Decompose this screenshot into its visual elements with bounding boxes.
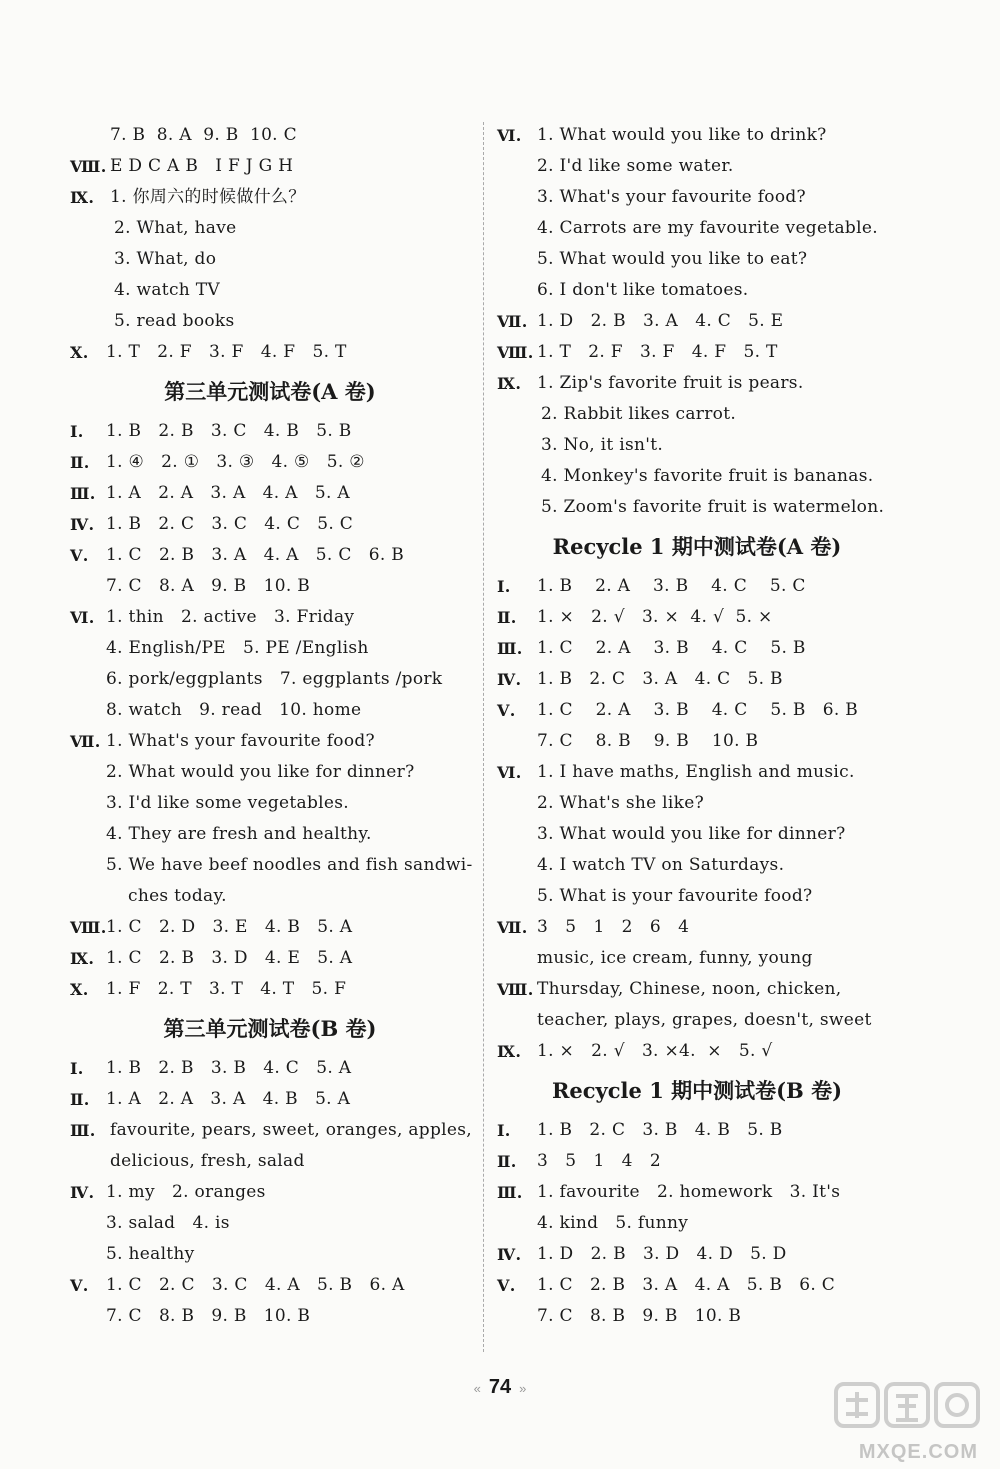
answer-text: 1. × 2. √ 3. × 4. √ 5. × bbox=[537, 607, 773, 627]
answer-text: 1. my 2. oranges bbox=[106, 1182, 266, 1202]
question-number: Ⅷ. bbox=[70, 918, 107, 937]
section-title: 第三单元测试卷(A 卷) bbox=[164, 379, 376, 404]
answer-line bbox=[70, 447, 470, 478]
question-number: Ⅳ. bbox=[497, 670, 522, 689]
question-number: Ⅲ. bbox=[70, 484, 96, 503]
column-divider bbox=[483, 122, 484, 1352]
answer-text: 1. A 2. A 3. A 4. B 5. A bbox=[106, 1089, 351, 1109]
answer-line bbox=[70, 974, 470, 1005]
answer-line bbox=[70, 306, 470, 337]
question-number: Ⅹ. bbox=[70, 980, 89, 999]
answer-line bbox=[70, 912, 470, 943]
watermark-stamp-icon bbox=[832, 1380, 982, 1440]
answer-text: Thursday, Chinese, noon, chicken, bbox=[537, 979, 842, 999]
answer-line bbox=[497, 1146, 897, 1177]
answer-line bbox=[497, 664, 897, 695]
answer-text: 5. What would you like to eat? bbox=[537, 249, 808, 269]
question-number: Ⅵ. bbox=[70, 608, 95, 627]
answer-line bbox=[497, 633, 897, 664]
answer-text: E D C A B I F J G H bbox=[110, 156, 294, 176]
answer-text: delicious, fresh, salad bbox=[110, 1151, 305, 1171]
answer-text: 1. 你周六的时候做什么？ bbox=[110, 187, 306, 207]
answer-text: 2. Rabbit likes carrot. bbox=[541, 404, 737, 424]
watermark-logo bbox=[832, 1380, 982, 1466]
answer-text: 7. C 8. A 9. B 10. B bbox=[106, 576, 311, 596]
section-title: Recycle 1 期中测试卷(A 卷) bbox=[552, 534, 842, 559]
question-number: Ⅳ. bbox=[70, 515, 95, 534]
answer-line bbox=[497, 337, 897, 368]
answer-line bbox=[497, 1115, 897, 1146]
question-number: Ⅰ. bbox=[70, 1059, 84, 1078]
question-number: Ⅷ. bbox=[497, 980, 534, 999]
answer-line bbox=[497, 788, 897, 819]
question-number: Ⅱ. bbox=[497, 1152, 517, 1171]
question-number: Ⅵ. bbox=[497, 126, 522, 145]
answer-line bbox=[497, 881, 897, 912]
answer-line bbox=[497, 213, 897, 244]
question-number: Ⅳ. bbox=[70, 1183, 95, 1202]
answer-line bbox=[70, 757, 470, 788]
answer-text: 4. kind 5. funny bbox=[537, 1213, 689, 1233]
answer-text: 1. D 2. B 3. D 4. D 5. D bbox=[537, 1244, 787, 1264]
page-number-text: 74 bbox=[488, 1376, 512, 1398]
answer-line bbox=[70, 1208, 470, 1239]
answer-text: 4. watch TV bbox=[114, 280, 220, 300]
answer-text: 7. C 8. B 9. B 10. B bbox=[537, 1306, 742, 1326]
answer-line bbox=[70, 275, 470, 306]
section-title: Recycle 1 期中测试卷(B 卷) bbox=[551, 1078, 843, 1103]
answer-line bbox=[497, 368, 897, 399]
question-number: Ⅲ. bbox=[497, 1183, 523, 1202]
answer-text: 1. C 2. B 3. D 4. E 5. A bbox=[106, 948, 353, 968]
question-number: Ⅴ. bbox=[497, 701, 516, 720]
answer-line bbox=[70, 943, 470, 974]
answer-text: 1. C 2. C 3. C 4. A 5. B 6. A bbox=[106, 1275, 405, 1295]
question-number: Ⅲ. bbox=[70, 1121, 96, 1140]
answer-line bbox=[70, 788, 470, 819]
question-number: Ⅰ. bbox=[497, 1121, 511, 1140]
answer-text: 1. I have maths, English and music. bbox=[537, 762, 855, 782]
answer-text: 1. B 2. C 3. C 4. C 5. C bbox=[106, 514, 354, 534]
question-number: Ⅶ. bbox=[497, 918, 528, 937]
answer-text: 1. What would you like to drink? bbox=[537, 125, 827, 145]
answer-text: 5. Zoom's favorite fruit is watermelon. bbox=[541, 497, 885, 517]
answer-text: 3. What would you like for dinner? bbox=[537, 824, 846, 844]
question-number: Ⅸ. bbox=[70, 188, 95, 207]
answer-line bbox=[70, 664, 470, 695]
page-ornament-left: « bbox=[473, 1381, 481, 1396]
answer-line bbox=[497, 726, 897, 757]
answer-line bbox=[70, 1146, 470, 1177]
answer-line bbox=[497, 602, 897, 633]
answer-text: 2. What would you like for dinner? bbox=[106, 762, 415, 782]
answer-line bbox=[70, 726, 470, 757]
answer-line bbox=[70, 540, 470, 571]
question-number: Ⅷ. bbox=[497, 343, 534, 362]
answer-text: 1. What's your favourite food? bbox=[106, 731, 375, 751]
answer-line bbox=[497, 1177, 897, 1208]
question-number: Ⅷ. bbox=[70, 157, 107, 176]
answer-line bbox=[497, 819, 897, 850]
question-number: Ⅵ. bbox=[497, 763, 522, 782]
answer-line bbox=[497, 943, 897, 974]
answer-text: 1. C 2. A 3. B 4. C 5. B 6. B bbox=[537, 700, 859, 720]
answer-line bbox=[70, 151, 470, 182]
answer-text: 1. B 2. C 3. A 4. C 5. B bbox=[537, 669, 783, 689]
answer-line bbox=[70, 881, 470, 912]
question-number: Ⅴ. bbox=[70, 1276, 89, 1295]
answer-text: 2. I'd like some water. bbox=[537, 156, 734, 176]
answer-line bbox=[70, 1239, 470, 1270]
answer-text: 1. C 2. B 3. A 4. A 5. C 6. B bbox=[106, 545, 405, 565]
answer-line bbox=[497, 244, 897, 275]
answer-text: 3. What, do bbox=[114, 249, 217, 269]
answer-text: 1. ④ 2. ① 3. ③ 4. ⑤ 5. ② bbox=[106, 452, 365, 472]
answer-line bbox=[497, 757, 897, 788]
answer-line bbox=[497, 275, 897, 306]
answer-text: 6. pork/eggplants 7. eggplants /pork bbox=[106, 669, 443, 689]
answer-line bbox=[497, 850, 897, 881]
question-number: Ⅴ. bbox=[70, 546, 89, 565]
answer-text: 6. I don't like tomatoes. bbox=[537, 280, 749, 300]
answer-line bbox=[497, 461, 897, 492]
answer-text: 5. healthy bbox=[106, 1244, 195, 1264]
answer-text: 4. I watch TV on Saturdays. bbox=[537, 855, 785, 875]
answer-text: favourite, pears, sweet, oranges, apples, bbox=[110, 1120, 472, 1140]
answer-text: 4. Carrots are my favourite vegetable. bbox=[537, 218, 878, 238]
answer-line bbox=[70, 1177, 470, 1208]
answer-text: 1. C 2. A 3. B 4. C 5. B bbox=[537, 638, 806, 658]
answer-line bbox=[70, 478, 470, 509]
answer-text: music, ice cream, funny, young bbox=[537, 948, 813, 968]
answer-text: ches today. bbox=[128, 886, 227, 906]
answer-line bbox=[70, 337, 470, 368]
answer-line bbox=[497, 974, 897, 1005]
answer-line bbox=[497, 912, 897, 943]
answer-line bbox=[70, 1301, 470, 1332]
answer-line bbox=[497, 695, 897, 726]
answer-text: 2. What, have bbox=[114, 218, 237, 238]
answer-text: 1. D 2. B 3. A 4. C 5. E bbox=[537, 311, 784, 331]
answer-text: 7. C 8. B 9. B 10. B bbox=[106, 1306, 311, 1326]
answer-line bbox=[497, 120, 897, 151]
answer-line bbox=[497, 430, 897, 461]
answer-line bbox=[497, 151, 897, 182]
answer-text: 3. No, it isn't. bbox=[541, 435, 664, 455]
watermark-text: MXQE.COM bbox=[858, 1441, 978, 1463]
answer-text: 5. What is your favourite food? bbox=[537, 886, 813, 906]
answer-line bbox=[70, 571, 470, 602]
answer-line bbox=[70, 182, 470, 213]
answer-text: 7. B 8. A 9. B 10. C bbox=[110, 125, 297, 145]
question-number: Ⅶ. bbox=[70, 732, 101, 751]
page-ornament-right: » bbox=[519, 1381, 527, 1396]
answer-text: 2. What's she like? bbox=[537, 793, 705, 813]
answer-line bbox=[70, 850, 473, 881]
answer-text: 1. × 2. √ 3. ×4. × 5. √ bbox=[537, 1041, 773, 1061]
answer-text: 1. Zip's favorite fruit is pears. bbox=[537, 373, 804, 393]
left-column bbox=[70, 120, 473, 1332]
answer-text: 7. C 8. B 9. B 10. B bbox=[537, 731, 759, 751]
answer-text: 1. thin 2. active 3. Friday bbox=[106, 607, 355, 627]
answer-text: 5. We have beef noodles and fish sandwi- bbox=[106, 855, 473, 875]
answer-line bbox=[70, 416, 470, 447]
answer-text: 1. B 2. B 3. B 4. C 5. A bbox=[106, 1058, 352, 1078]
answer-line bbox=[497, 1208, 897, 1239]
answer-line bbox=[70, 509, 470, 540]
answer-text: 1. C 2. D 3. E 4. B 5. A bbox=[106, 917, 353, 937]
question-number: Ⅰ. bbox=[497, 577, 511, 596]
answer-line bbox=[70, 1270, 470, 1301]
answer-text: 3. What's your favourite food? bbox=[537, 187, 806, 207]
answer-text: 1. B 2. A 3. B 4. C 5. C bbox=[537, 576, 806, 596]
answer-line bbox=[70, 695, 470, 726]
answer-line bbox=[497, 182, 897, 213]
answer-text: 8. watch 9. read 10. home bbox=[106, 700, 362, 720]
answer-line bbox=[497, 1270, 897, 1301]
answer-line bbox=[70, 120, 470, 151]
answer-text: 1. T 2. F 3. F 4. F 5. T bbox=[537, 342, 778, 362]
answer-text: 1. B 2. B 3. C 4. B 5. B bbox=[106, 421, 352, 441]
answer-text: 1. F 2. T 3. T 4. T 5. F bbox=[106, 979, 347, 999]
answer-line bbox=[497, 1005, 897, 1036]
answer-text: 3 5 1 4 2 bbox=[537, 1151, 662, 1171]
answer-line bbox=[497, 306, 897, 337]
answer-text: 4. Monkey's favorite fruit is bananas. bbox=[541, 466, 874, 486]
answer-line bbox=[70, 602, 470, 633]
answer-line bbox=[497, 492, 897, 523]
section-title: 第三单元测试卷(B 卷) bbox=[163, 1016, 377, 1041]
question-number: Ⅶ. bbox=[497, 312, 528, 331]
answer-line bbox=[70, 244, 470, 275]
answer-text: 1. B 2. C 3. B 4. B 5. B bbox=[537, 1120, 783, 1140]
answer-text: 3. I'd like some vegetables. bbox=[106, 793, 349, 813]
answer-line bbox=[70, 633, 470, 664]
answer-text: 5. read books bbox=[114, 311, 235, 331]
answer-line bbox=[70, 1084, 470, 1115]
question-number: Ⅹ. bbox=[70, 343, 89, 362]
question-number: Ⅳ. bbox=[497, 1245, 522, 1264]
answer-line bbox=[497, 1239, 897, 1270]
question-number: Ⅱ. bbox=[497, 608, 517, 627]
question-number: Ⅸ. bbox=[70, 949, 95, 968]
question-number: Ⅰ. bbox=[70, 422, 84, 441]
answer-text: 1. A 2. A 3. A 4. A 5. A bbox=[106, 483, 350, 503]
question-number: Ⅲ. bbox=[497, 639, 523, 658]
right-column bbox=[497, 120, 897, 1332]
question-number: Ⅱ. bbox=[70, 453, 90, 472]
answer-line bbox=[70, 213, 470, 244]
question-number: Ⅸ. bbox=[497, 1042, 522, 1061]
answer-text: 3 5 1 2 6 4 bbox=[537, 917, 690, 937]
answer-text: 3. salad 4. is bbox=[106, 1213, 230, 1233]
question-number: Ⅸ. bbox=[497, 374, 522, 393]
question-number: Ⅴ. bbox=[497, 1276, 516, 1295]
answer-line bbox=[70, 1053, 470, 1084]
answer-text: teacher, plays, grapes, doesn't, sweet bbox=[537, 1010, 872, 1030]
answer-text: 4. They are fresh and healthy. bbox=[106, 824, 372, 844]
answer-line bbox=[497, 399, 897, 430]
answer-text: 1. favourite 2. homework 3. It's bbox=[537, 1182, 841, 1202]
answer-line bbox=[70, 819, 470, 850]
answer-line bbox=[497, 1036, 897, 1067]
answer-line bbox=[70, 1115, 470, 1146]
answer-text: 1. T 2. F 3. F 4. F 5. T bbox=[106, 342, 347, 362]
answer-text: 1. C 2. B 3. A 4. A 5. B 6. C bbox=[537, 1275, 836, 1295]
answer-text: 4. English/PE 5. PE /English bbox=[106, 638, 369, 658]
answer-line bbox=[497, 571, 897, 602]
question-number: Ⅱ. bbox=[70, 1090, 90, 1109]
answer-line bbox=[497, 1301, 897, 1332]
